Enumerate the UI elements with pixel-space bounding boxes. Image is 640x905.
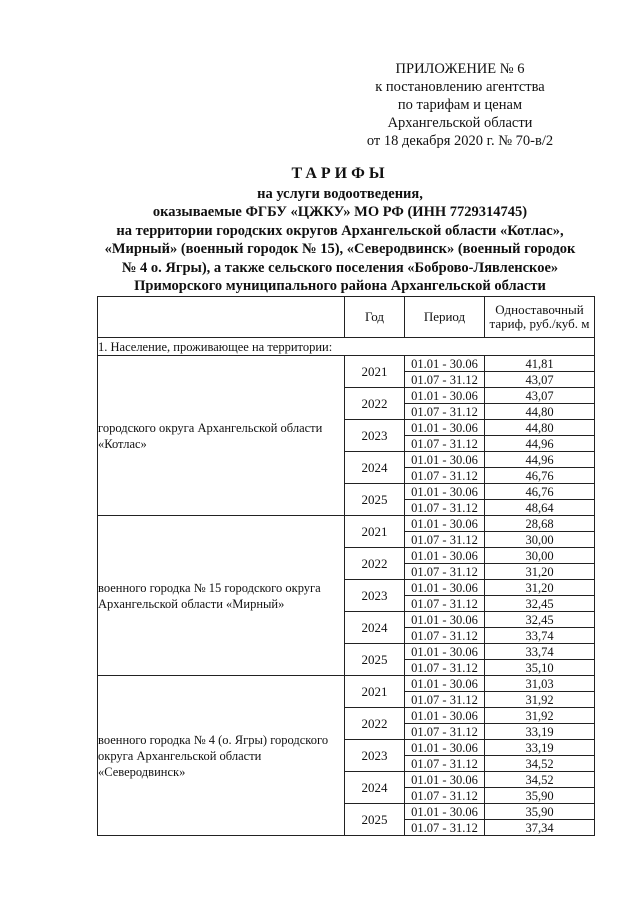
title-line: № 4 о. Ягры), а также сельского поселения «Боброво-Лявленское» bbox=[121, 259, 559, 276]
year-cell: 2025 bbox=[345, 484, 405, 516]
period-cell: 01.07 - 31.12 bbox=[405, 436, 485, 452]
tariff-cell: 43,07 bbox=[485, 388, 595, 404]
period-cell: 01.01 - 30.06 bbox=[405, 548, 485, 564]
year-cell: 2021 bbox=[345, 516, 405, 548]
period-cell: 01.01 - 30.06 bbox=[405, 356, 485, 372]
tariff-cell: 32,45 bbox=[485, 596, 595, 612]
appendix-line: к постановлению агентства bbox=[375, 79, 545, 95]
tariff-cell: 46,76 bbox=[485, 484, 595, 500]
title-line: на территории городских округов Архангельской области «Котлас», bbox=[116, 222, 564, 239]
territory-cell: военного городка № 4 (о. Ягры) городского округа Архангельской области «Северодвинск» bbox=[98, 676, 345, 836]
tariff-cell: 44,80 bbox=[485, 404, 595, 420]
period-cell: 01.07 - 31.12 bbox=[405, 532, 485, 548]
period-cell: 01.07 - 31.12 bbox=[405, 660, 485, 676]
period-cell: 01.07 - 31.12 bbox=[405, 596, 485, 612]
period-cell: 01.01 - 30.06 bbox=[405, 484, 485, 500]
tariff-cell: 35,10 bbox=[485, 660, 595, 676]
period-cell: 01.01 - 30.06 bbox=[405, 644, 485, 660]
tariff-cell: 43,07 bbox=[485, 372, 595, 388]
header-year: Год bbox=[345, 297, 405, 338]
year-cell: 2025 bbox=[345, 804, 405, 836]
year-cell: 2021 bbox=[345, 356, 405, 388]
period-cell: 01.01 - 30.06 bbox=[405, 708, 485, 724]
period-cell: 01.07 - 31.12 bbox=[405, 692, 485, 708]
year-cell: 2021 bbox=[345, 676, 405, 708]
tariff-cell: 30,00 bbox=[485, 548, 595, 564]
year-cell: 2023 bbox=[345, 420, 405, 452]
tariff-cell: 35,90 bbox=[485, 788, 595, 804]
period-cell: 01.07 - 31.12 bbox=[405, 500, 485, 516]
period-cell: 01.01 - 30.06 bbox=[405, 804, 485, 820]
appendix-line: Архангельской области bbox=[387, 115, 533, 131]
tariff-cell: 35,90 bbox=[485, 804, 595, 820]
year-cell: 2022 bbox=[345, 388, 405, 420]
tariff-cell: 31,20 bbox=[485, 580, 595, 596]
title-line: Приморского муниципального района Архангельской области bbox=[134, 278, 546, 294]
tariff-cell: 33,19 bbox=[485, 740, 595, 756]
year-cell: 2024 bbox=[345, 452, 405, 484]
tariff-cell: 44,96 bbox=[485, 452, 595, 468]
table-row bbox=[98, 356, 595, 372]
year-cell: 2025 bbox=[345, 644, 405, 676]
tariff-cell: 31,20 bbox=[485, 564, 595, 580]
year-cell: 2024 bbox=[345, 772, 405, 804]
period-cell: 01.01 - 30.06 bbox=[405, 612, 485, 628]
appendix-line: ПРИЛОЖЕНИЕ № 6 bbox=[395, 61, 525, 77]
year-cell: 2024 bbox=[345, 612, 405, 644]
header-tariff: Одноставочный тариф, руб./куб. м bbox=[485, 297, 595, 338]
tariff-cell: 34,52 bbox=[485, 756, 595, 772]
tariff-cell: 33,19 bbox=[485, 724, 595, 740]
tariff-cell: 48,64 bbox=[485, 500, 595, 516]
table-header-row bbox=[98, 297, 595, 338]
appendix-line: по тарифам и ценам bbox=[397, 97, 523, 113]
tariff-cell: 33,74 bbox=[485, 628, 595, 644]
period-cell: 01.07 - 31.12 bbox=[405, 564, 485, 580]
tariff-cell: 33,74 bbox=[485, 644, 595, 660]
period-cell: 01.07 - 31.12 bbox=[405, 788, 485, 804]
appendix-header bbox=[330, 60, 590, 150]
title-line: «Мирный» (военный городок № 15), «Северодвинск» (военный городок bbox=[104, 241, 576, 257]
tariff-cell: 31,03 bbox=[485, 676, 595, 692]
period-cell: 01.07 - 31.12 bbox=[405, 404, 485, 420]
period-cell: 01.07 - 31.12 bbox=[405, 820, 485, 836]
tariff-cell: 46,76 bbox=[485, 468, 595, 484]
tariff-cell: 34,52 bbox=[485, 772, 595, 788]
year-cell: 2023 bbox=[345, 740, 405, 772]
header-territory bbox=[98, 297, 345, 338]
title-line: на услуги водоотведения, bbox=[257, 185, 423, 202]
table-body bbox=[98, 338, 595, 836]
period-cell: 01.07 - 31.12 bbox=[405, 724, 485, 740]
period-cell: 01.01 - 30.06 bbox=[405, 772, 485, 788]
tariff-cell: 37,34 bbox=[485, 820, 595, 836]
period-cell: 01.07 - 31.12 bbox=[405, 372, 485, 388]
tariff-cell: 44,80 bbox=[485, 420, 595, 436]
period-cell: 01.01 - 30.06 bbox=[405, 516, 485, 532]
page-title: ТАРИФЫ bbox=[291, 165, 389, 182]
document-title bbox=[60, 165, 620, 296]
tariff-cell: 28,68 bbox=[485, 516, 595, 532]
header-period: Период bbox=[405, 297, 485, 338]
appendix-line: от 18 декабря 2020 г. № 70-в/2 bbox=[366, 133, 554, 149]
territory-cell: городского округа Архангельской области «Котлас» bbox=[98, 356, 345, 516]
period-cell: 01.07 - 31.12 bbox=[405, 756, 485, 772]
territory-cell: военного городка № 15 городского округа Архангельской области «Мирный» bbox=[98, 516, 345, 676]
period-cell: 01.07 - 31.12 bbox=[405, 628, 485, 644]
tariffs-table bbox=[97, 296, 595, 836]
table-row bbox=[98, 516, 595, 532]
period-cell: 01.01 - 30.06 bbox=[405, 580, 485, 596]
period-cell: 01.01 - 30.06 bbox=[405, 388, 485, 404]
tariff-cell: 31,92 bbox=[485, 708, 595, 724]
section-row bbox=[98, 338, 595, 356]
period-cell: 01.07 - 31.12 bbox=[405, 468, 485, 484]
period-cell: 01.01 - 30.06 bbox=[405, 740, 485, 756]
tariff-cell: 30,00 bbox=[485, 532, 595, 548]
title-line: оказываемые ФГБУ «ЦЖКУ» МО РФ (ИНН 7729314745) bbox=[152, 204, 528, 220]
year-cell: 2022 bbox=[345, 708, 405, 740]
year-cell: 2022 bbox=[345, 548, 405, 580]
tariff-cell: 31,92 bbox=[485, 692, 595, 708]
section-label: 1. Население, проживающее на территории: bbox=[98, 338, 595, 356]
tariff-cell: 41,81 bbox=[485, 356, 595, 372]
period-cell: 01.01 - 30.06 bbox=[405, 420, 485, 436]
year-cell: 2023 bbox=[345, 580, 405, 612]
table-row bbox=[98, 676, 595, 692]
tariff-cell: 32,45 bbox=[485, 612, 595, 628]
period-cell: 01.01 - 30.06 bbox=[405, 452, 485, 468]
tariff-cell: 44,96 bbox=[485, 436, 595, 452]
period-cell: 01.01 - 30.06 bbox=[405, 676, 485, 692]
